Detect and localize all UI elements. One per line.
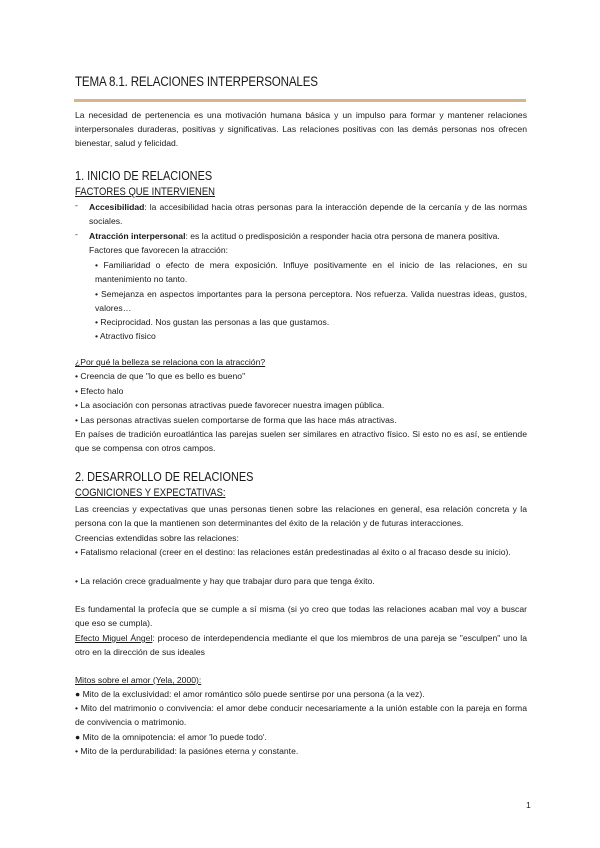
attraction-term: Atracción interpersonal <box>89 231 186 241</box>
list-item: • Las personas atractivas suelen comportarse de forma que las hace más atractivas. <box>75 415 397 425</box>
michelangelo-text: : proceso de interdependencia mediante el que los miembros de una pareja se "esculpen" uno la otro en la dirección de sus ideales <box>75 633 527 658</box>
section-1-subheading: FACTORES QUE INTERVIENEN <box>75 186 216 198</box>
title-divider <box>74 99 526 102</box>
accessibility-text: : la accesibilidad hacia otras personas para la interacción depende de la cercanía y de las normas sociales. <box>89 202 527 227</box>
page-number: 1 <box>526 800 531 810</box>
beauty-question: ¿Por qué la belleza se relaciona con la atracción? <box>75 357 266 367</box>
cognitions-paragraph: Las creencias y expectativas que unas personas tienen sobre las relaciones en general, esa relación concreta y la persona con la que la mantienen son determinantes del éxito de la relación y de futuras interacciones. <box>75 504 527 529</box>
list-item: • Mito del matrimonio o convivencia: el amor debe conducir necesariamente a la unión estable con la pareja en forma de convivencia o matrimonio. <box>75 703 527 728</box>
attraction-item <box>89 229 527 243</box>
list-item: • Creencia de que "lo que es bello es bueno" <box>75 371 246 381</box>
section-1-heading: 1. INICIO DE RELACIONES <box>75 168 213 183</box>
intro-paragraph: La necesidad de pertenencia es una motivación humana básica y un impulso para formar y mantener relaciones interpersonales duraderas, positivas y significativas. Las relaciones positivas con las demás personas nos ofrecen bienestar, salud y felicidad. <box>75 110 527 149</box>
michelangelo-paragraph <box>75 631 527 659</box>
accessibility-term: Accesibilidad <box>89 202 145 212</box>
list-item: ● Mito de la exclusividad: el amor romántico sólo puede sentirse por una persona (a la vez). <box>75 689 425 699</box>
list-item: • La asociación con personas atractivas puede favorecer nuestra imagen pública. <box>75 400 385 410</box>
list-item: • Fatalismo relacional (creer en el destino: las relaciones están predestinadas al éxito o al fracaso desde su inicio). <box>75 547 511 557</box>
list-item: • Atractivo físico <box>95 331 156 341</box>
attraction-factors-label: Factores que favorecen la atracción: <box>89 245 229 255</box>
prophecy-paragraph: Es fundamental la profecía que se cumple a sí misma (si yo creo que todas las relaciones acaban mal voy a buscar que eso se cumpla). <box>75 604 527 629</box>
list-item: • Efecto halo <box>75 386 124 396</box>
list-item: ● Mito de la omnipotencia: el amor 'lo puede todo'. <box>75 732 267 742</box>
love-myths-heading: Mitos sobre el amor (Yela, 2000): <box>75 675 202 685</box>
accessibility-item <box>89 200 527 228</box>
section-2-subheading: COGNICIONES Y EXPECTATIVAS: <box>75 487 226 499</box>
list-item: • Familiaridad o efecto de mera exposición. Influye positivamente en el inicio de las relaciones, en su mantenimiento no tanto. <box>95 260 527 285</box>
list-dash: - <box>75 200 78 210</box>
closing-paragraph: En países de tradición euroatlántica las parejas suelen ser similares en atractivo físico. Si esto no es así, se entiende que se compensa con otros campos. <box>75 429 527 454</box>
list-item: • Semejanza en aspectos importantes para la persona perceptora. Nos refuerza. Valida nuestras ideas, gustos, valores… <box>95 289 527 314</box>
list-item: • Reciprocidad. Nos gustan las personas a las que gustamos. <box>95 317 330 327</box>
list-item: • Mito de la perdurabilidad: la pasiónes eterna y constante. <box>75 746 299 756</box>
list-dash: - <box>75 229 78 239</box>
attraction-text: : es la actitud o predisposición a responder hacia otra persona de manera positiva. <box>185 231 500 241</box>
page-title: TEMA 8.1. RELACIONES INTERPERSONALES <box>75 74 318 89</box>
beliefs-label: Creencias extendidas sobre las relaciones: <box>75 533 239 543</box>
list-item: • La relación crece gradualmente y hay que trabajar duro para que tenga éxito. <box>75 576 375 586</box>
section-2-heading: 2. DESARROLLO DE RELACIONES <box>75 469 254 484</box>
michelangelo-term: Efecto Miguel Ángel <box>75 633 153 643</box>
